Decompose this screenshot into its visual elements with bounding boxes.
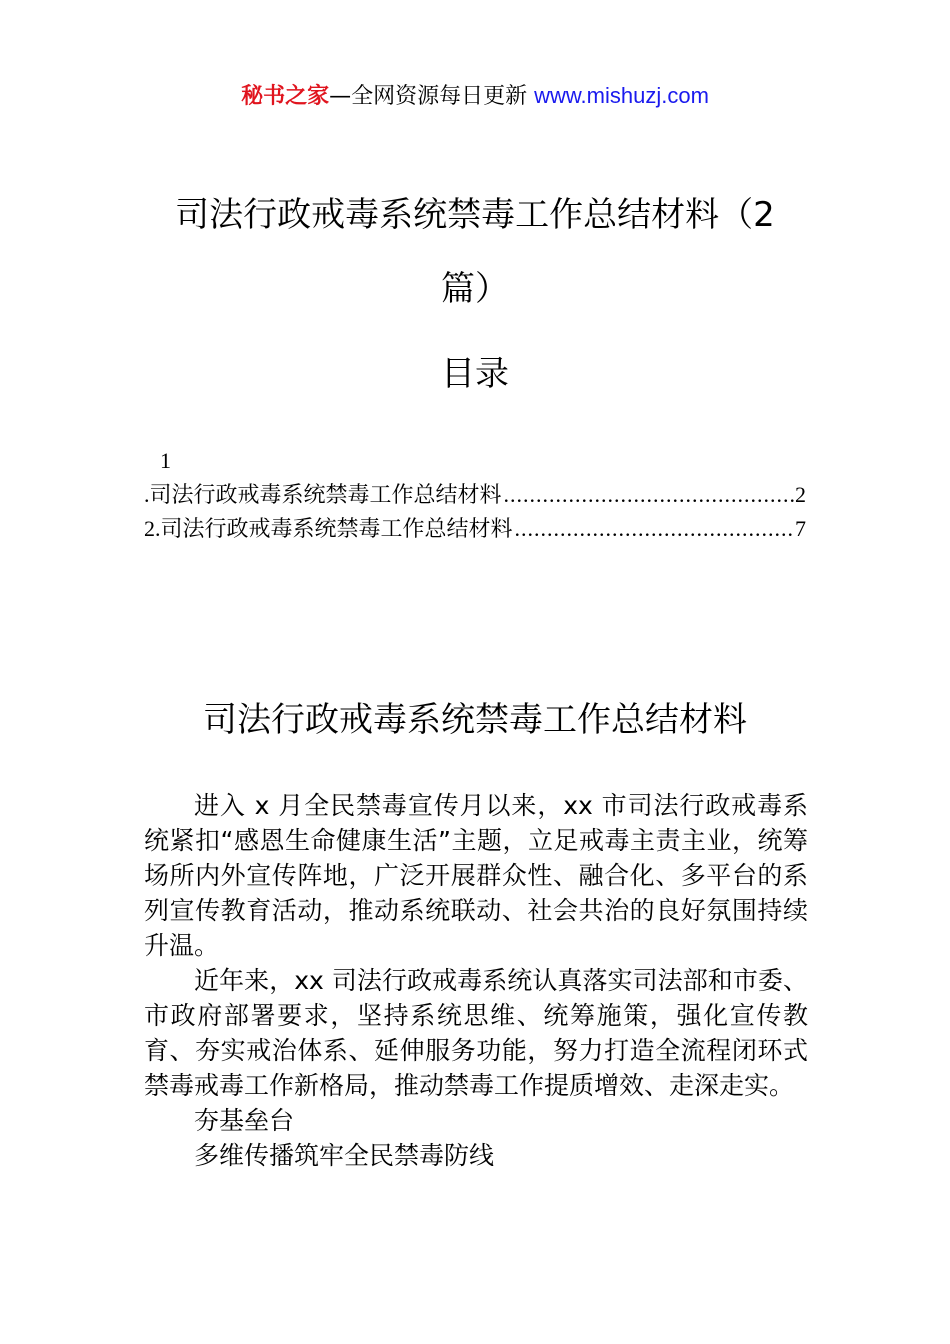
section-body bbox=[144, 788, 808, 1173]
toc-leader-dots bbox=[515, 512, 795, 546]
toc-entry[interactable] bbox=[144, 478, 806, 512]
subheading: 夯基垒台 bbox=[194, 1106, 295, 1135]
toc-heading: 目录 bbox=[441, 354, 509, 394]
section-title: 司法行政戒毒系统禁毒工作总结材料 bbox=[203, 700, 747, 740]
body-paragraph: 近年来，xx 司法行政戒毒系统认真落实司法部和市委、市政府部署要求，坚持系统思维、统筹施策，强化宣传教育、夯实戒治体系、延伸服务功能，努力打造全流程闭环式禁毒戒毒工作新格局，推动禁毒工作提质增效、走深走实。 bbox=[144, 966, 808, 1100]
site-url-link[interactable]: www.mishuzj.com bbox=[534, 83, 709, 108]
document-title: 司法行政戒毒系统禁毒工作总结材料（2篇） bbox=[175, 195, 775, 309]
toc-leader-dots bbox=[504, 478, 795, 512]
toc-entry-page: 7 bbox=[795, 516, 806, 541]
toc-entry-label: 2.司法行政戒毒系统禁毒工作总结材料 bbox=[144, 516, 513, 541]
subheading: 多维传播筑牢全民禁毒防线 bbox=[194, 1141, 495, 1170]
toc-entry-label: .司法行政戒毒系统禁毒工作总结材料 bbox=[144, 482, 502, 507]
site-brand: 秘书之家 bbox=[241, 84, 330, 109]
toc-entry-number: 1 bbox=[160, 448, 171, 473]
site-header bbox=[0, 80, 950, 113]
site-tagline: —全网资源每日更新 bbox=[329, 84, 535, 109]
toc-entry-page: 2 bbox=[795, 482, 806, 507]
table-of-contents bbox=[144, 444, 806, 546]
body-paragraph: 进入 x 月全民禁毒宣传月以来，xx 市司法行政戒毒系统紧扣“感恩生命健康生活”主题，立足戒毒主责主业，统筹场所内外宣传阵地，广泛开展群众性、融合化、多平台的系列宣传教育活动，推动系统联动、社会共治的良好氛围持续升温。 bbox=[144, 791, 808, 960]
toc-entry[interactable] bbox=[144, 512, 806, 546]
